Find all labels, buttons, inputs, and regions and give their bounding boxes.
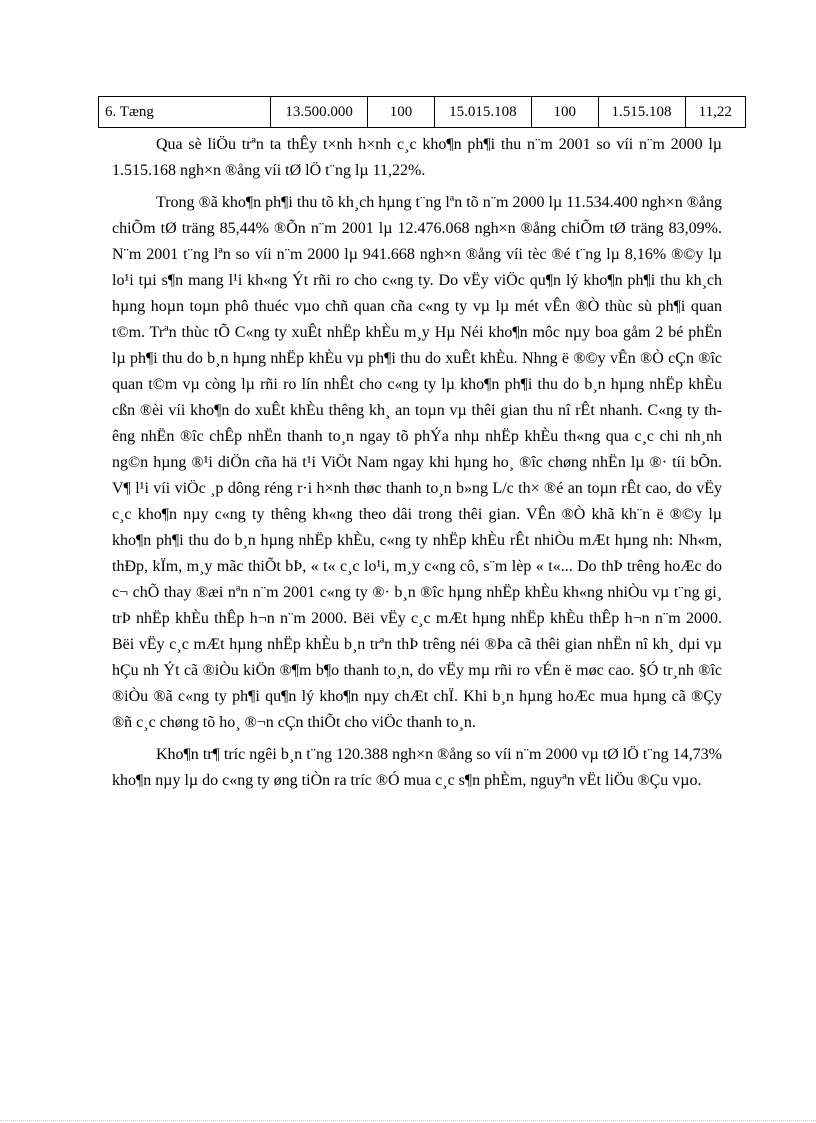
table-cell: 6. Tæng: [99, 97, 271, 128]
table-cell: 11,22: [685, 97, 745, 128]
table-cell: 100: [368, 97, 435, 128]
table-cell: 13.500.000: [270, 97, 367, 128]
paragraph: Kho¶n tr¶ tríc ngêi b¸n t¨ng 120.388 ngh×n ®ång so víi n¨m 2000 vµ tØ lÖ t¨ng 14,73% kho¶n nµy lµ do c«ng ty øng tiÒn ra tríc ®Ó mua c¸c s¶n phÈm, nguyªn vËt liÖu ®Çu vµo.: [112, 746, 722, 789]
table-row: [99, 97, 746, 128]
table-cell: 1.515.108: [598, 97, 685, 128]
paragraph: Trong ®ã kho¶n ph¶i thu tõ kh¸ch hµng t¨ng lªn tõ n¨m 2000 lµ 11.534.400 ngh×n ®ång chiÕm tØ träng 85,44% ®Õn n¨m 2001 lµ 12.476.068 ngh×n ®ång chiÕm tØ träng 83,09%. N¨m 2001 t¨ng lªn so víi n¨m 2000 lµ 941.668 ngh×n ®ång víi tèc ®é t¨ng lµ 8,16% ®©y lµ lo¹i tµi s¶n mang l¹i kh«ng Ýt rñi ro cho c«ng ty. Do vËy viÖc qu¶n lý kho¶n ph¶i thu kh¸ch hµng hoµn toµn phô thuéc vµo chñ quan cña c«ng ty vµ lµ mét vÊn ®Ò thùc sù ph¶i quan t©m. Trªn thùc tÕ C«ng ty xuÊt nhËp khÈu m¸y Hµ Néi kho¶n môc nµy boa gåm 2 bé phËn lµ ph¶i thu do b¸n hµng nhËp khÈu vµ ph¶i thu do xuÊt khÈu. Nhng ë ®©y vÊn ®Ò cÇn ®îc quan t©m vµ còng lµ rñi ro lín nhÊt cho c«ng ty lµ kho¶n ph¶i thu do b¸n hµng nhËp khÈu cßn ®èi víi kho¶n do xuÊt khÈu thêng kh¸ an toµn vµ thêi gian thu nî rÊt nhanh. C«ng ty thêng nhËn ®îc chÊp nhËn thanh to¸n ngay tõ phÝa nhµ nhËp khÈu th«ng qua c¸c chi nh¸nh ng©n hµng ®¹i diÖn cña hä t¹i ViÖt Nam ngay khi hµng ho¸ ®îc chøng nhËn lµ ®· tíi bÕn. V¶ l¹i víi viÖc ¸p dông réng r·i h×nh thøc thanh to¸n b»ng L/c th× ®é an toµn rÊt cao, do vËy c¸c kho¶n nµy c«ng ty thêng kh«ng theo dâi trong thêi gian. VÊn ®Ò khã kh¨n ë ®©y lµ kho¶n ph¶i thu do b¸n hµng nhËp khÈu, c«ng ty nhËp khÈu rÊt nhiÒu mÆt hµng nh: Nh«m, thÐp, kÏm, m¸y mãc thiÕt bÞ, « t« c¸c lo¹i, m¸y c«ng cô, s¨m lèp « t«... Do thÞ trêng hoÆc do c¬ chÕ thay ®æi nªn n¨m 2001 c«ng ty ®· b¸n ®îc hµng nhËp khÈu kh«ng nhiÒu vµ t¨ng gi¸ trÞ nhËp khÈu thÊp h¬n n¨m 2000. Bëi vËy c¸c mÆt hµng nhËp khÈu thÊp h¬n n¨m 2000. Bëi vËy c¸c mÆt hµng nhËp khÈu b¸n trªn thÞ trêng néi ®Þa cã thêi gian nhËn nî kh¸ dµi vµ hÇu nh Ýt cã ®iÒu kiÖn ®¶m b¶o thanh to¸n, do vËy mµ rñi ro vÉn ë møc cao. §Ó tr¸nh ®îc ®iÒu ®ã c«ng ty ph¶i qu¶n lý kho¶n nµy chÆt chÏ. Khi b¸n hµng hoÆc mua hµng cã ®Çy ®ñ c¸c chøng tõ ho¸ ®¬n cÇn thiÕt cho viÖc thanh to¸n.: [112, 194, 722, 731]
summary-table: [98, 96, 746, 128]
body-text: [112, 132, 722, 800]
table-cell: 15.015.108: [434, 97, 531, 128]
page-divider: [0, 1120, 816, 1121]
table-cell: 100: [532, 97, 599, 128]
paragraph: Qua sè liÖu trªn ta thÊy t×nh h×nh c¸c kho¶n ph¶i thu n¨m 2001 so víi n¨m 2000 lµ 1.515.168 ngh×n ®ång víi tØ lÖ t¨ng lµ 11,22%.: [112, 136, 722, 179]
